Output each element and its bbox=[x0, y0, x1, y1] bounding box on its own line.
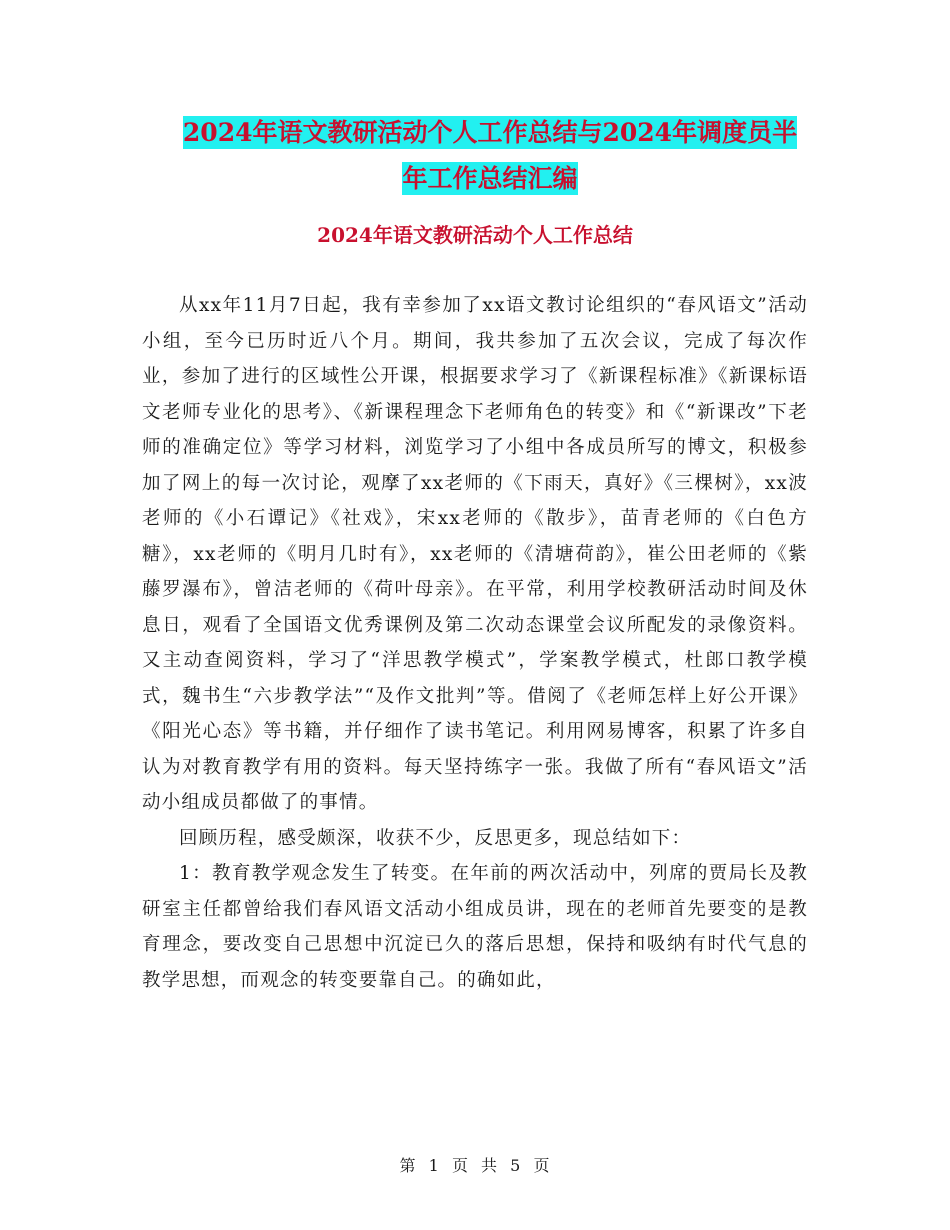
paragraph: 1：教育教学观念发生了转变。在年前的两次活动中，列席的贾局长及教研室主任都曾给我们春风语文活动小组成员讲，现在的老师首先要变的是教育理念，要改变自己思想中沉淀已久的落后思想，保持和吸纳有时代气息的教学思想，而观念的转变要靠自己。的确如此， bbox=[142, 863, 808, 991]
footer-total-suffix: 页 bbox=[533, 1156, 551, 1175]
footer-page-label: 页 bbox=[451, 1156, 469, 1175]
document-title bbox=[140, 110, 840, 202]
footer-total-pages: 5 bbox=[510, 1156, 522, 1175]
footer-current-page: 1 bbox=[428, 1156, 440, 1175]
section-title: 2024年语文教研活动个人工作总结 bbox=[317, 223, 633, 247]
footer-prefix: 第 bbox=[399, 1156, 417, 1175]
document-title-line-1: 2024年语文教研活动个人工作总结与2024年调度员半 bbox=[182, 118, 798, 147]
page-footer bbox=[0, 1154, 950, 1178]
document-title-line-2: 年工作总结汇编 bbox=[402, 164, 578, 193]
paragraph: 回顾历程，感受颇深，收获不少，反思更多，现总结如下： bbox=[179, 827, 692, 849]
paragraph: 从xx年11月7日起，我有幸参加了xx语文教讨论组织的“春风语文”活动小组，至今已历时近八个月。期间，我共参加了五次会议，完成了每次作业，参加了进行的区域性公开课，根据要求学习了《新课程标准》《新课标语文老师专业化的思考》、《新课程理念下老师角色的转变》和《“新课改”下老师的准确定位》等学习材料，浏览学习了小组中各成员所写的博文，积极参加了网上的每一次讨论，观摩了xx老师的《下雨天，真好》《三棵树》，xx波老师的《小石谭记》《社戏》，宋xx老师的《散步》，苗青老师的《白色方糖》，xx老师的《明月几时有》，xx老师的《清塘荷韵》，崔公田老师的《紫藤罗瀑布》，曾洁老师的《荷叶母亲》。在平常，利用学校教研活动时间及休息日，观看了全国语文优秀课例及第二次动态课堂会议所配发的录像资料。又主动查阅资料，学习了“洋思教学模式”，学案教学模式，杜郎口教学模式，魏书生“六步教学法”“及作文批判”等。借阅了《老师怎样上好公开课》《阳光心态》等书籍，并仔细作了读书笔记。利用网易博客，积累了许多自认为对教育教学有用的资料。每天坚持练字一张。我做了所有“春风语文”活动小组成员都做了的事情。 bbox=[142, 295, 808, 813]
footer-total-prefix: 共 bbox=[481, 1156, 499, 1175]
body-text bbox=[142, 288, 808, 998]
